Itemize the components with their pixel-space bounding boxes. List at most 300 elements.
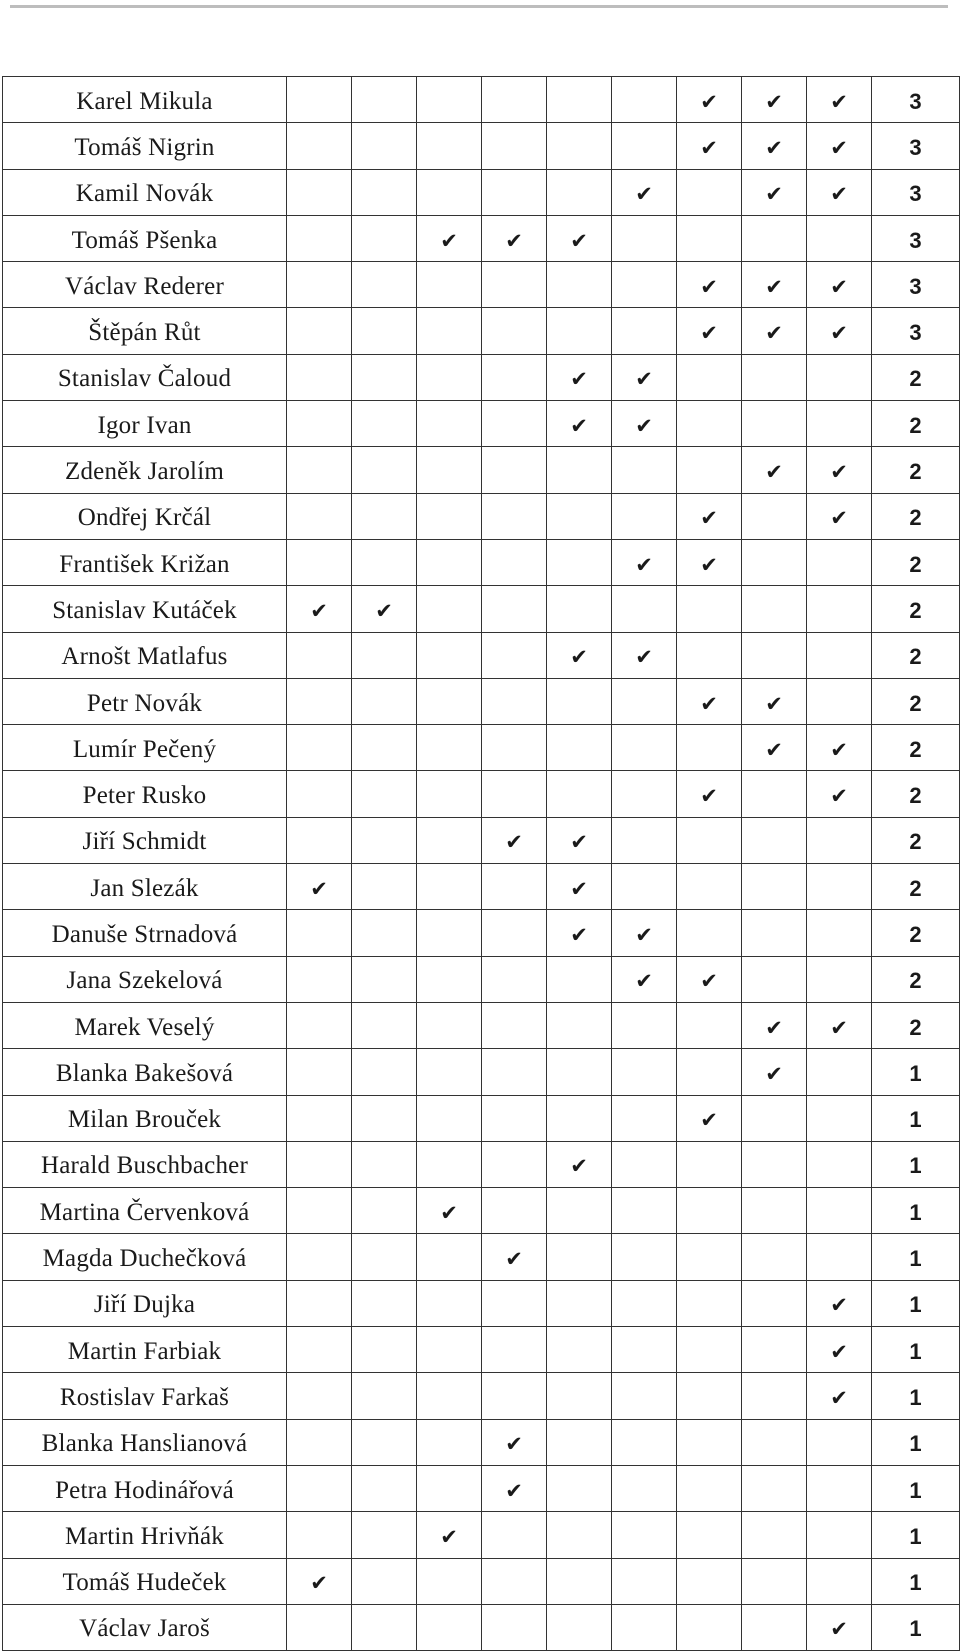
empty-cell xyxy=(417,1049,482,1095)
empty-cell xyxy=(482,539,547,585)
total-count: 1 xyxy=(872,1558,960,1604)
empty-cell xyxy=(352,1512,417,1558)
participant-name: Lumír Pečený xyxy=(3,725,287,771)
participant-name: Jan Slezák xyxy=(3,864,287,910)
empty-cell xyxy=(612,586,677,632)
check-mark-icon: ✔ xyxy=(807,1280,872,1326)
empty-cell xyxy=(547,308,612,354)
empty-cell xyxy=(742,1604,807,1650)
total-count: 3 xyxy=(872,169,960,215)
empty-cell xyxy=(482,123,547,169)
check-mark-icon: ✔ xyxy=(677,956,742,1002)
table-row xyxy=(3,725,960,771)
total-count: 2 xyxy=(872,401,960,447)
empty-cell xyxy=(417,539,482,585)
total-count: 1 xyxy=(872,1234,960,1280)
empty-cell xyxy=(287,539,352,585)
empty-cell xyxy=(352,354,417,400)
empty-cell xyxy=(287,493,352,539)
check-mark-icon: ✔ xyxy=(807,1327,872,1373)
empty-cell xyxy=(287,308,352,354)
empty-cell xyxy=(417,493,482,539)
check-mark-icon: ✔ xyxy=(547,817,612,863)
empty-cell xyxy=(482,262,547,308)
empty-cell xyxy=(677,817,742,863)
participant-name: Karel Mikula xyxy=(3,77,287,123)
total-count: 1 xyxy=(872,1465,960,1511)
empty-cell xyxy=(807,1558,872,1604)
table-row xyxy=(3,1512,960,1558)
table-row xyxy=(3,1002,960,1048)
empty-cell xyxy=(352,632,417,678)
empty-cell xyxy=(547,169,612,215)
empty-cell xyxy=(352,1188,417,1234)
participant-name: Ondřej Krčál xyxy=(3,493,287,539)
empty-cell xyxy=(742,1280,807,1326)
check-mark-icon: ✔ xyxy=(482,215,547,261)
check-mark-icon: ✔ xyxy=(742,308,807,354)
empty-cell xyxy=(287,817,352,863)
empty-cell xyxy=(547,447,612,493)
empty-cell xyxy=(287,262,352,308)
empty-cell xyxy=(807,1234,872,1280)
empty-cell xyxy=(417,447,482,493)
empty-cell xyxy=(352,1002,417,1048)
empty-cell xyxy=(612,215,677,261)
empty-cell xyxy=(742,1465,807,1511)
empty-cell xyxy=(547,1280,612,1326)
empty-cell xyxy=(287,1419,352,1465)
empty-cell xyxy=(742,1373,807,1419)
empty-cell xyxy=(482,1604,547,1650)
empty-cell xyxy=(547,1049,612,1095)
empty-cell xyxy=(742,215,807,261)
table-row xyxy=(3,1141,960,1187)
check-mark-icon: ✔ xyxy=(742,678,807,724)
empty-cell xyxy=(417,1095,482,1141)
table-row xyxy=(3,910,960,956)
empty-cell xyxy=(547,1419,612,1465)
empty-cell xyxy=(352,401,417,447)
empty-cell xyxy=(287,1141,352,1187)
participant-name: Stanislav Čaloud xyxy=(3,354,287,400)
check-mark-icon: ✔ xyxy=(807,493,872,539)
empty-cell xyxy=(677,632,742,678)
empty-cell xyxy=(742,1419,807,1465)
total-count: 2 xyxy=(872,493,960,539)
empty-cell xyxy=(547,1188,612,1234)
empty-cell xyxy=(742,586,807,632)
check-mark-icon: ✔ xyxy=(612,354,677,400)
empty-cell xyxy=(287,1049,352,1095)
check-mark-icon: ✔ xyxy=(677,308,742,354)
participant-name: Tomáš Hudeček xyxy=(3,1558,287,1604)
empty-cell xyxy=(287,725,352,771)
check-mark-icon: ✔ xyxy=(482,1234,547,1280)
total-count: 1 xyxy=(872,1419,960,1465)
total-count: 2 xyxy=(872,771,960,817)
table-row xyxy=(3,77,960,123)
check-mark-icon: ✔ xyxy=(482,1465,547,1511)
empty-cell xyxy=(742,910,807,956)
total-count: 3 xyxy=(872,262,960,308)
total-count: 2 xyxy=(872,725,960,771)
empty-cell xyxy=(612,678,677,724)
empty-cell xyxy=(287,1327,352,1373)
empty-cell xyxy=(677,169,742,215)
empty-cell xyxy=(612,493,677,539)
check-mark-icon: ✔ xyxy=(612,910,677,956)
participant-name: Blanka Bakešová xyxy=(3,1049,287,1095)
empty-cell xyxy=(547,1373,612,1419)
empty-cell xyxy=(287,1373,352,1419)
table-row xyxy=(3,1188,960,1234)
empty-cell xyxy=(352,1604,417,1650)
empty-cell xyxy=(807,1419,872,1465)
check-mark-icon: ✔ xyxy=(677,1095,742,1141)
empty-cell xyxy=(677,910,742,956)
empty-cell xyxy=(482,169,547,215)
empty-cell xyxy=(417,1141,482,1187)
participant-name: Igor Ivan xyxy=(3,401,287,447)
check-mark-icon: ✔ xyxy=(807,725,872,771)
empty-cell xyxy=(677,864,742,910)
total-count: 2 xyxy=(872,586,960,632)
total-count: 1 xyxy=(872,1373,960,1419)
empty-cell xyxy=(352,1234,417,1280)
empty-cell xyxy=(807,864,872,910)
empty-cell xyxy=(677,1558,742,1604)
empty-cell xyxy=(742,1141,807,1187)
empty-cell xyxy=(612,1465,677,1511)
table-row xyxy=(3,1095,960,1141)
table-row xyxy=(3,169,960,215)
check-mark-icon: ✔ xyxy=(807,1604,872,1650)
empty-cell xyxy=(807,910,872,956)
participant-name: Peter Rusko xyxy=(3,771,287,817)
empty-cell xyxy=(677,354,742,400)
empty-cell xyxy=(287,910,352,956)
check-mark-icon: ✔ xyxy=(677,539,742,585)
empty-cell xyxy=(482,493,547,539)
participant-name: Blanka Hanslianová xyxy=(3,1419,287,1465)
empty-cell xyxy=(482,1558,547,1604)
check-mark-icon: ✔ xyxy=(612,169,677,215)
check-mark-icon: ✔ xyxy=(677,77,742,123)
empty-cell xyxy=(287,401,352,447)
check-mark-icon: ✔ xyxy=(807,1373,872,1419)
empty-cell xyxy=(612,1373,677,1419)
check-mark-icon: ✔ xyxy=(612,539,677,585)
empty-cell xyxy=(417,1002,482,1048)
check-mark-icon: ✔ xyxy=(742,77,807,123)
empty-cell xyxy=(677,1327,742,1373)
table-row xyxy=(3,1049,960,1095)
total-count: 1 xyxy=(872,1604,960,1650)
table-row xyxy=(3,1604,960,1650)
table-row xyxy=(3,1234,960,1280)
empty-cell xyxy=(612,1049,677,1095)
table-row xyxy=(3,401,960,447)
empty-cell xyxy=(417,1465,482,1511)
total-count: 1 xyxy=(872,1095,960,1141)
attendance-table xyxy=(2,76,960,1651)
empty-cell xyxy=(612,817,677,863)
empty-cell xyxy=(612,1095,677,1141)
empty-cell xyxy=(352,539,417,585)
empty-cell xyxy=(287,678,352,724)
empty-cell xyxy=(807,1049,872,1095)
total-count: 2 xyxy=(872,354,960,400)
empty-cell xyxy=(547,1512,612,1558)
check-mark-icon: ✔ xyxy=(547,910,612,956)
empty-cell xyxy=(417,354,482,400)
empty-cell xyxy=(417,1419,482,1465)
check-mark-icon: ✔ xyxy=(807,308,872,354)
empty-cell xyxy=(807,354,872,400)
empty-cell xyxy=(742,493,807,539)
empty-cell xyxy=(547,725,612,771)
empty-cell xyxy=(677,1234,742,1280)
check-mark-icon: ✔ xyxy=(417,1188,482,1234)
participant-name: František Križan xyxy=(3,539,287,585)
participant-name: Petr Novák xyxy=(3,678,287,724)
total-count: 3 xyxy=(872,123,960,169)
empty-cell xyxy=(482,1280,547,1326)
empty-cell xyxy=(612,1280,677,1326)
empty-cell xyxy=(482,401,547,447)
empty-cell xyxy=(352,910,417,956)
participant-name: Kamil Novák xyxy=(3,169,287,215)
table-row xyxy=(3,1373,960,1419)
empty-cell xyxy=(547,956,612,1002)
empty-cell xyxy=(482,586,547,632)
empty-cell xyxy=(742,401,807,447)
empty-cell xyxy=(612,1558,677,1604)
empty-cell xyxy=(287,956,352,1002)
empty-cell xyxy=(612,1188,677,1234)
empty-cell xyxy=(417,1234,482,1280)
table-row xyxy=(3,586,960,632)
empty-cell xyxy=(352,1373,417,1419)
empty-cell xyxy=(352,308,417,354)
empty-cell xyxy=(417,956,482,1002)
empty-cell xyxy=(482,1327,547,1373)
empty-cell xyxy=(547,1465,612,1511)
empty-cell xyxy=(742,354,807,400)
empty-cell xyxy=(742,1558,807,1604)
empty-cell xyxy=(352,864,417,910)
participant-name: Milan Brouček xyxy=(3,1095,287,1141)
check-mark-icon: ✔ xyxy=(742,1002,807,1048)
participant-name: Jana Szekelová xyxy=(3,956,287,1002)
empty-cell xyxy=(417,262,482,308)
participant-name: Tomáš Pšenka xyxy=(3,215,287,261)
check-mark-icon: ✔ xyxy=(482,1419,547,1465)
empty-cell xyxy=(807,678,872,724)
empty-cell xyxy=(807,1095,872,1141)
check-mark-icon: ✔ xyxy=(742,123,807,169)
table-row xyxy=(3,354,960,400)
empty-cell xyxy=(677,1512,742,1558)
empty-cell xyxy=(677,447,742,493)
empty-cell xyxy=(612,447,677,493)
total-count: 3 xyxy=(872,215,960,261)
empty-cell xyxy=(547,678,612,724)
empty-cell xyxy=(417,1280,482,1326)
empty-cell xyxy=(807,401,872,447)
empty-cell xyxy=(287,215,352,261)
empty-cell xyxy=(352,493,417,539)
check-mark-icon: ✔ xyxy=(547,864,612,910)
empty-cell xyxy=(352,447,417,493)
table-row xyxy=(3,1558,960,1604)
table-row xyxy=(3,1280,960,1326)
total-count: 2 xyxy=(872,447,960,493)
empty-cell xyxy=(352,1465,417,1511)
empty-cell xyxy=(807,1512,872,1558)
total-count: 1 xyxy=(872,1327,960,1373)
participant-name: Jiří Schmidt xyxy=(3,817,287,863)
table-body xyxy=(3,77,960,1651)
check-mark-icon: ✔ xyxy=(547,632,612,678)
table-row xyxy=(3,864,960,910)
empty-cell xyxy=(547,539,612,585)
table-row xyxy=(3,956,960,1002)
table-row xyxy=(3,632,960,678)
empty-cell xyxy=(547,1558,612,1604)
empty-cell xyxy=(287,632,352,678)
empty-cell xyxy=(417,1604,482,1650)
participant-name: Danuše Strnadová xyxy=(3,910,287,956)
empty-cell xyxy=(612,1512,677,1558)
check-mark-icon: ✔ xyxy=(547,1141,612,1187)
participant-name: Rostislav Farkaš xyxy=(3,1373,287,1419)
empty-cell xyxy=(807,1141,872,1187)
empty-cell xyxy=(417,1327,482,1373)
table-row xyxy=(3,817,960,863)
check-mark-icon: ✔ xyxy=(612,401,677,447)
empty-cell xyxy=(352,1280,417,1326)
participant-name: Stanislav Kutáček xyxy=(3,586,287,632)
empty-cell xyxy=(677,1419,742,1465)
empty-cell xyxy=(807,632,872,678)
empty-cell xyxy=(482,864,547,910)
check-mark-icon: ✔ xyxy=(742,1049,807,1095)
check-mark-icon: ✔ xyxy=(547,401,612,447)
empty-cell xyxy=(482,632,547,678)
participant-name: Tomáš Nigrin xyxy=(3,123,287,169)
empty-cell xyxy=(287,1280,352,1326)
empty-cell xyxy=(547,262,612,308)
check-mark-icon: ✔ xyxy=(547,215,612,261)
participant-name: Václav Rederer xyxy=(3,262,287,308)
empty-cell xyxy=(612,1604,677,1650)
empty-cell xyxy=(742,956,807,1002)
total-count: 2 xyxy=(872,817,960,863)
empty-cell xyxy=(417,864,482,910)
empty-cell xyxy=(482,1141,547,1187)
empty-cell xyxy=(352,956,417,1002)
empty-cell xyxy=(547,771,612,817)
empty-cell xyxy=(547,1095,612,1141)
check-mark-icon: ✔ xyxy=(677,123,742,169)
empty-cell xyxy=(612,1327,677,1373)
empty-cell xyxy=(482,725,547,771)
participant-name: Václav Jaroš xyxy=(3,1604,287,1650)
total-count: 2 xyxy=(872,956,960,1002)
empty-cell xyxy=(352,1558,417,1604)
empty-cell xyxy=(482,1049,547,1095)
empty-cell xyxy=(612,725,677,771)
total-count: 3 xyxy=(872,308,960,354)
check-mark-icon: ✔ xyxy=(742,447,807,493)
empty-cell xyxy=(352,1049,417,1095)
empty-cell xyxy=(742,1095,807,1141)
empty-cell xyxy=(287,1465,352,1511)
check-mark-icon: ✔ xyxy=(742,725,807,771)
check-mark-icon: ✔ xyxy=(677,493,742,539)
total-count: 1 xyxy=(872,1512,960,1558)
check-mark-icon: ✔ xyxy=(807,771,872,817)
empty-cell xyxy=(417,123,482,169)
empty-cell xyxy=(287,123,352,169)
check-mark-icon: ✔ xyxy=(742,262,807,308)
empty-cell xyxy=(677,1049,742,1095)
empty-cell xyxy=(482,447,547,493)
empty-cell xyxy=(612,771,677,817)
participant-name: Harald Buschbacher xyxy=(3,1141,287,1187)
total-count: 2 xyxy=(872,864,960,910)
empty-cell xyxy=(612,123,677,169)
total-count: 1 xyxy=(872,1280,960,1326)
empty-cell xyxy=(482,1002,547,1048)
empty-cell xyxy=(807,586,872,632)
participant-name: Arnošt Matlafus xyxy=(3,632,287,678)
check-mark-icon: ✔ xyxy=(677,771,742,817)
total-count: 2 xyxy=(872,539,960,585)
empty-cell xyxy=(352,123,417,169)
check-mark-icon: ✔ xyxy=(807,447,872,493)
participant-name: Martina Červenková xyxy=(3,1188,287,1234)
check-mark-icon: ✔ xyxy=(807,169,872,215)
empty-cell xyxy=(482,1373,547,1419)
empty-cell xyxy=(417,169,482,215)
table-row xyxy=(3,123,960,169)
check-mark-icon: ✔ xyxy=(482,817,547,863)
empty-cell xyxy=(482,956,547,1002)
empty-cell xyxy=(417,678,482,724)
empty-cell xyxy=(547,1002,612,1048)
empty-cell xyxy=(482,678,547,724)
empty-cell xyxy=(417,817,482,863)
empty-cell xyxy=(352,262,417,308)
check-mark-icon: ✔ xyxy=(677,678,742,724)
check-mark-icon: ✔ xyxy=(287,1558,352,1604)
total-count: 2 xyxy=(872,1002,960,1048)
check-mark-icon: ✔ xyxy=(287,864,352,910)
empty-cell xyxy=(612,1002,677,1048)
table-row xyxy=(3,1465,960,1511)
total-count: 1 xyxy=(872,1188,960,1234)
check-mark-icon: ✔ xyxy=(612,956,677,1002)
check-mark-icon: ✔ xyxy=(807,262,872,308)
empty-cell xyxy=(417,725,482,771)
empty-cell xyxy=(482,910,547,956)
empty-cell xyxy=(287,354,352,400)
empty-cell xyxy=(677,1280,742,1326)
check-mark-icon: ✔ xyxy=(352,586,417,632)
